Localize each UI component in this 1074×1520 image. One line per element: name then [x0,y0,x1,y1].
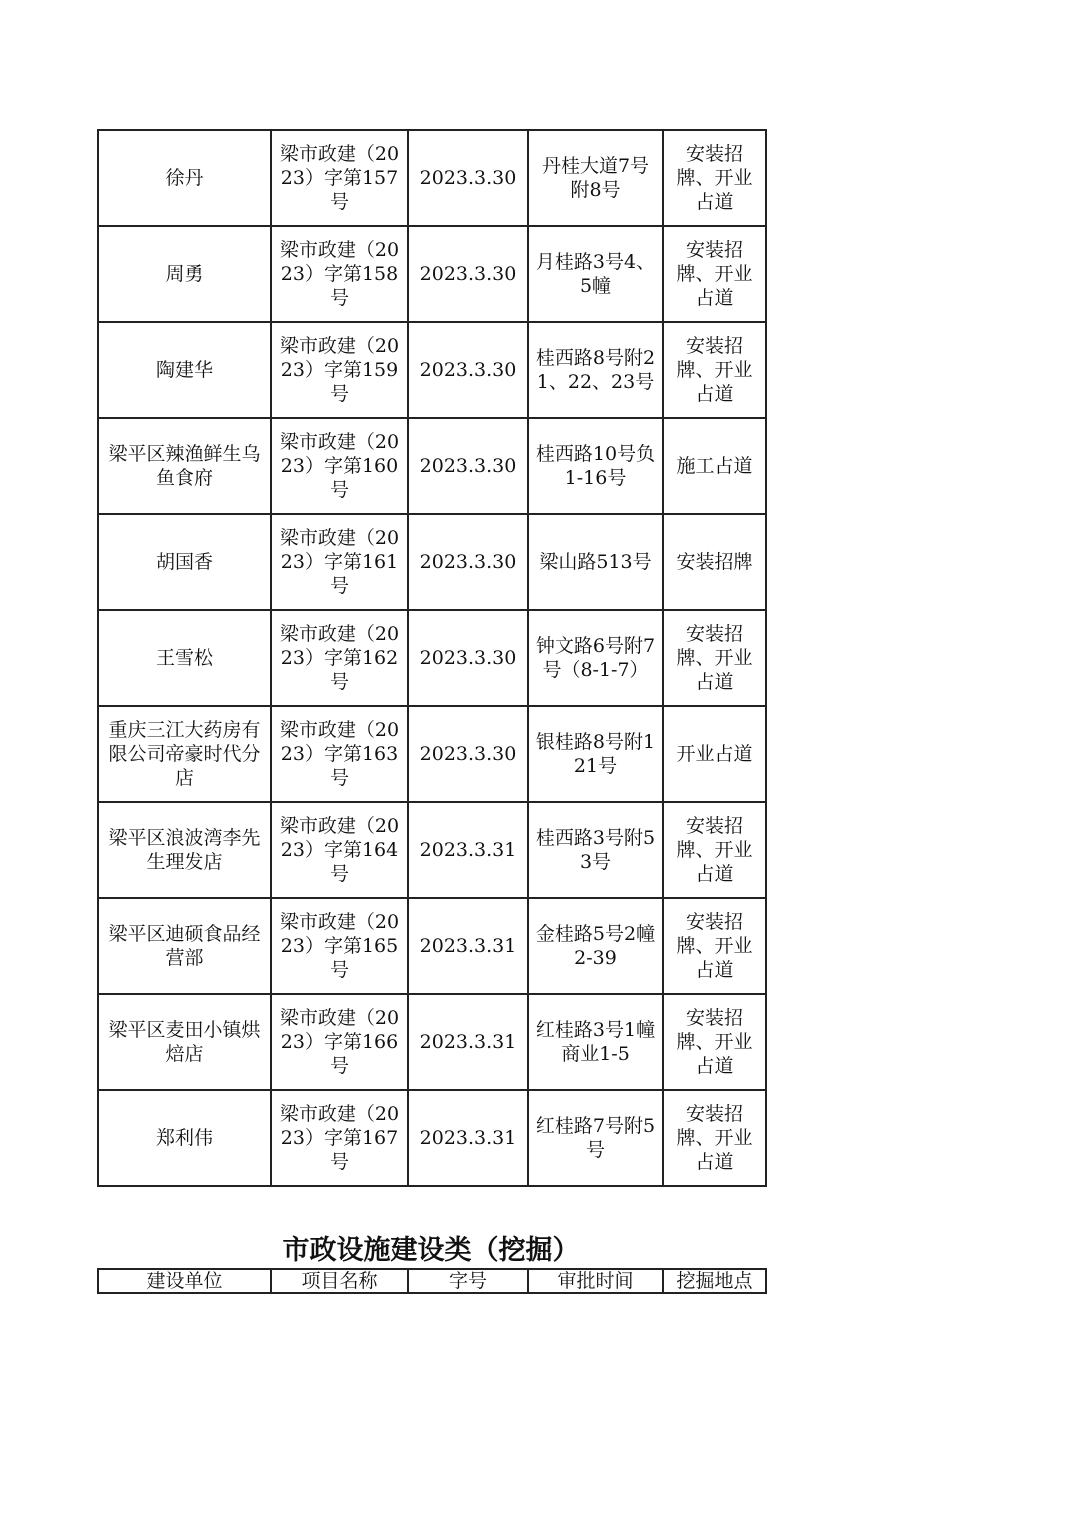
cell-approval-date: 2023.3.31 [408,802,528,898]
cell-applicant: 陶建华 [98,322,271,418]
cell-doc-number: 梁市政建（2023）字第163号 [271,706,408,802]
cell-applicant: 郑利伟 [98,1090,271,1186]
cell-location: 梁山路513号 [528,514,663,610]
cell-permit-type: 安装招牌、开业占道 [663,226,766,322]
cell-doc-number: 梁市政建（2023）字第157号 [271,130,408,226]
table-row [98,130,766,226]
cell-location: 红桂路3号1幢商业1-5 [528,994,663,1090]
cell-approval-date: 2023.3.30 [408,514,528,610]
cell-approval-date: 2023.3.31 [408,994,528,1090]
cell-approval-date: 2023.3.30 [408,706,528,802]
table-row [98,226,766,322]
cell-applicant: 王雪松 [98,610,271,706]
cell-location: 红桂路7号附5号 [528,1090,663,1186]
cell-approval-date: 2023.3.31 [408,898,528,994]
header-cell-excavation-location: 挖掘地点 [663,1269,766,1293]
cell-doc-number: 梁市政建（2023）字第158号 [271,226,408,322]
cell-approval-date: 2023.3.30 [408,418,528,514]
cell-location: 月桂路3号4、5幢 [528,226,663,322]
cell-approval-date: 2023.3.30 [408,610,528,706]
cell-location: 丹桂大道7号附8号 [528,130,663,226]
cell-approval-date: 2023.3.31 [408,1090,528,1186]
cell-approval-date: 2023.3.30 [408,322,528,418]
cell-doc-number: 梁市政建（2023）字第164号 [271,802,408,898]
cell-doc-number: 梁市政建（2023）字第167号 [271,1090,408,1186]
cell-doc-number: 梁市政建（2023）字第165号 [271,898,408,994]
cell-location: 金桂路5号2幢2-39 [528,898,663,994]
cell-approval-date: 2023.3.30 [408,130,528,226]
cell-location: 银桂路8号附121号 [528,706,663,802]
permit-table-body [98,130,766,1186]
header-row [98,1269,766,1293]
table-row [98,610,766,706]
excavation-header-table [97,1268,767,1294]
cell-doc-number: 梁市政建（2023）字第162号 [271,610,408,706]
table-row [98,802,766,898]
cell-applicant: 梁平区麦田小镇烘焙店 [98,994,271,1090]
table-row [98,514,766,610]
cell-permit-type: 安装招牌、开业占道 [663,898,766,994]
cell-doc-number: 梁市政建（2023）字第166号 [271,994,408,1090]
cell-permit-type: 安装招牌、开业占道 [663,322,766,418]
cell-permit-type: 安装招牌、开业占道 [663,610,766,706]
cell-doc-number: 梁市政建（2023）字第161号 [271,514,408,610]
section-title: 市政设施建设类（挖掘） [282,1235,580,1266]
table-row [98,418,766,514]
cell-location: 钟文路6号附7号（8-1-7） [528,610,663,706]
cell-location: 桂西路10号负1-16号 [528,418,663,514]
cell-permit-type: 安装招牌、开业占道 [663,802,766,898]
cell-applicant: 周勇 [98,226,271,322]
permit-table [97,129,767,1187]
table-row [98,1090,766,1186]
cell-applicant: 徐丹 [98,130,271,226]
cell-applicant: 梁平区辣渔鲜生乌鱼食府 [98,418,271,514]
cell-applicant: 胡国香 [98,514,271,610]
cell-permit-type: 开业占道 [663,706,766,802]
table-row [98,706,766,802]
cell-location: 桂西路3号附53号 [528,802,663,898]
cell-permit-type: 安装招牌 [663,514,766,610]
header-cell-project-name: 项目名称 [271,1269,408,1293]
cell-permit-type: 施工占道 [663,418,766,514]
cell-doc-number: 梁市政建（2023）字第159号 [271,322,408,418]
table-row [98,898,766,994]
cell-permit-type: 安装招牌、开业占道 [663,994,766,1090]
header-cell-approval-time: 审批时间 [528,1269,663,1293]
cell-permit-type: 安装招牌、开业占道 [663,130,766,226]
table-row [98,994,766,1090]
cell-doc-number: 梁市政建（2023）字第160号 [271,418,408,514]
cell-approval-date: 2023.3.30 [408,226,528,322]
table-row [98,322,766,418]
cell-applicant: 梁平区浪波湾李先生理发店 [98,802,271,898]
header-cell-doc-number: 字号 [408,1269,528,1293]
cell-permit-type: 安装招牌、开业占道 [663,1090,766,1186]
header-cell-construction-unit: 建设单位 [98,1269,271,1293]
cell-location: 桂西路8号附21、22、23号 [528,322,663,418]
cell-applicant: 重庆三江大药房有限公司帝豪时代分店 [98,706,271,802]
cell-applicant: 梁平区迪硕食品经营部 [98,898,271,994]
